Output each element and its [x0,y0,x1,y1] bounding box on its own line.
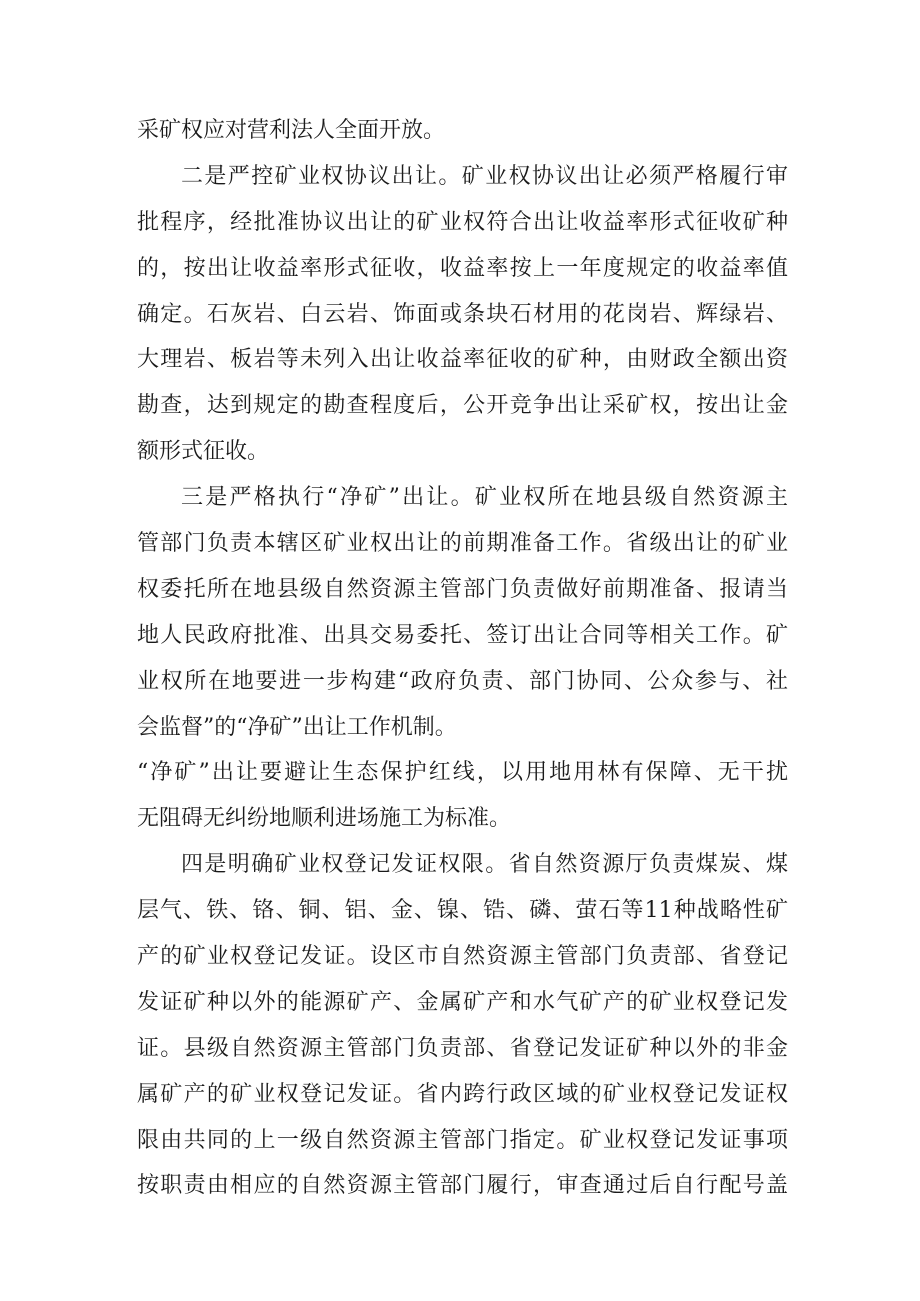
text-line: 产的矿业权登记发证。设区市自然资源主管部门负责部、省登记 [137,944,788,970]
text-line: 权委托所在地县级自然资源主管部门负责做好前期准备、报请当 [137,576,788,602]
text-line: 无阻碍无纠纷地顺利进场施工为标准。 [137,806,512,832]
text-line: 发证矿种以外的能源矿产、金属矿产和水气矿产的矿业权登记发 [137,989,788,1015]
text-line: 地人民政府批准、出具交易委托、签订出让合同等相关工作。矿 [137,622,788,648]
text-line: 确定。石灰岩、白云岩、饰面或条块石材用的花岗岩、辉绿岩、 [137,301,788,327]
text-line: 大理岩、板岩等未列入出让收益率征收的矿种，由财政全额出资 [137,347,788,373]
paragraph-heading-line: 四是明确矿业权登记发证权限。省自然资源厅负责煤炭、煤 [181,852,788,878]
text-line: 额形式征收。 [137,439,270,465]
text-line: “净矿”出让要避让生态保护红线，以用地用林有保障、无干扰 [137,760,788,786]
text-line: 层气、铁、铬、铜、铝、金、镍、锆、磷、萤石等11种战略性矿 [137,898,788,924]
text-line: 证。县级自然资源主管部门负责部、省登记发证矿种以外的非金 [137,1035,788,1061]
body-text [137,108,788,1209]
text-line: 按职责由相应的自然资源主管部门履行，审查通过后自行配号盖 [137,1173,788,1199]
text-line: 管部门负责本辖区矿业权出让的前期准备工作。省级出让的矿业 [137,531,788,557]
text-line: 业权所在地要进一步构建“政府负责、部门协同、公众参与、社 [137,668,788,694]
text-line: 勘查，达到规定的勘查程度后，公开竞争出让采矿权，按出让金 [137,393,788,419]
text-line: 属矿产的矿业权登记发证。省内跨行政区域的矿业权登记发证权 [137,1081,788,1107]
text-line: 的，按出让收益率形式征收，收益率按上一年度规定的收益率值 [137,255,788,281]
text-line: 会监督”的“净矿”出让工作机制。 [137,714,457,740]
paragraph-heading-line: 三是严格执行“净矿”出让。矿业权所在地县级自然资源主 [181,485,788,511]
text-line: 批程序，经批准协议出让的矿业权符合出让收益率形式征收矿种 [137,209,788,235]
paragraph-heading-line: 二是严控矿业权协议出让。矿业权协议出让必须严格履行审 [181,163,788,189]
text-line: 采矿权应对营利法人全面开放。 [137,118,446,143]
text-line: 限由共同的上一级自然资源主管部门指定。矿业权登记发证事项 [137,1127,788,1153]
